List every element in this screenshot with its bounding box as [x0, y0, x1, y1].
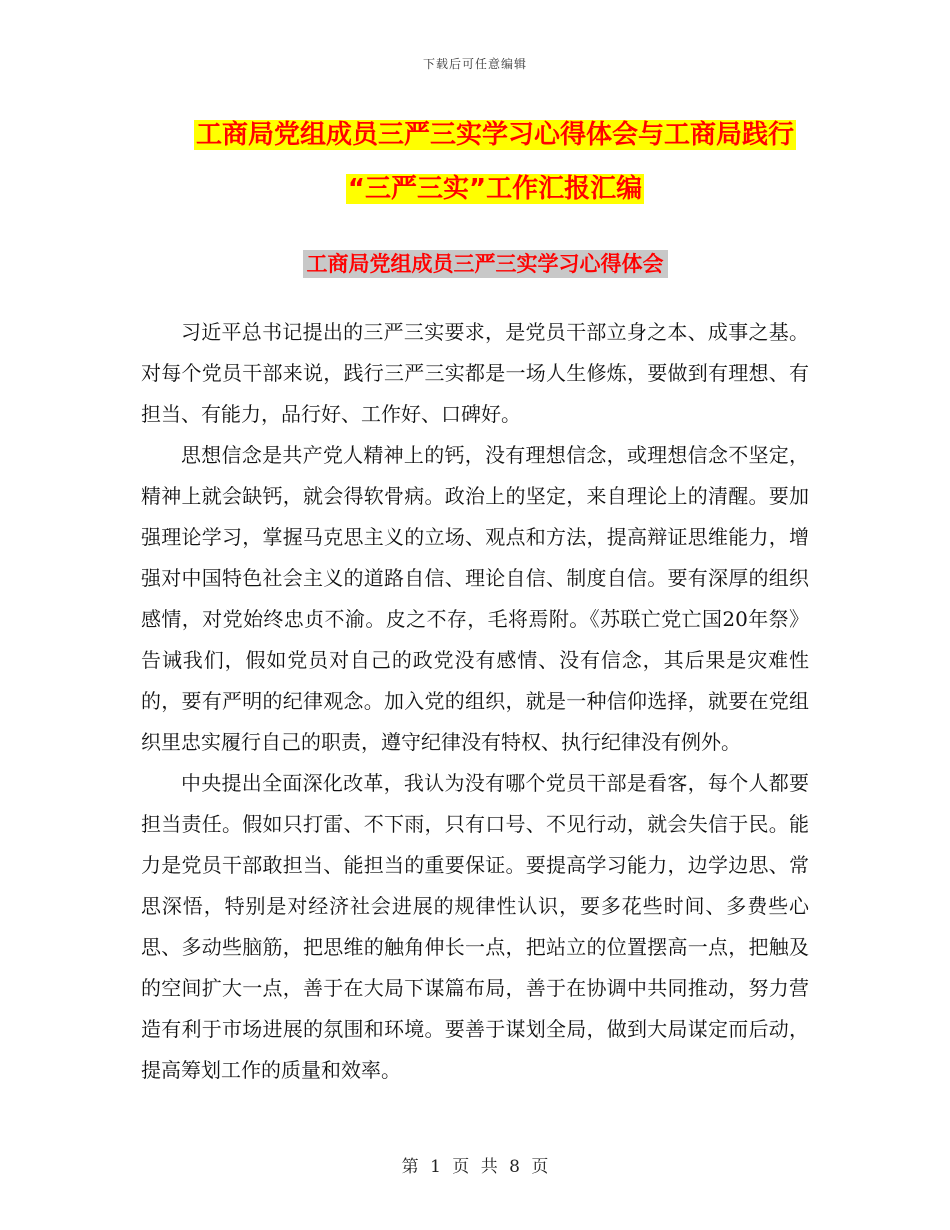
page-header-note: 下载后可任意编辑: [422, 57, 527, 71]
section-heading: [140, 244, 830, 284]
paragraph: 中央提出全面深化改革，我认为没有哪个党员干部是看客，每个人都要担当责任。假如只打雷、不下雨，只有口号、不见行动，就会失信于民。能力是党员干部敢担当、能担当的重要保证。要提高学习能力，边学边思、常思深悟，特别是对经济社会进展的规律性认识，要多花些时间、多费些心思、多动些脑筋，把思维的触角伸长一点，把站立的位置摆高一点，把触及的空间扩大一点，善于在大局下谋篇布局，善于在协调中共同推动，努力营造有利于市场进展的氛围和环境。要善于谋划全局，做到大局谋定而后动，提高筹划工作的质量和效率。: [141, 771, 809, 1082]
document-title-line-2: [150, 162, 840, 216]
section-heading-text: 工商局党组成员三严三实学习心得体会: [303, 250, 668, 278]
document-title: [150, 108, 840, 216]
page-number-footer: 第 1 页 共 8 页: [401, 1157, 549, 1177]
title-line-1-text: 工商局党组成员三严三实学习心得体会与工商局践行: [195, 120, 794, 150]
paragraph: 思想信念是共产党人精神上的钙，没有理想信念，或理想信念不坚定，精神上就会缺钙，就会得软骨病。政治上的坚定，来自理论上的清醒。要加强理论学习，掌握马克思主义的立场、观点和方法，提高辩证思维能力，增强对中国特色社会主义的道路自信、理论自信、制度自信。要有深厚的组织感情，对党始终忠贞不渝。皮之不存，毛将焉附。《苏联亡党亡国20年祭》告诫我们，假如党员对自己的政党没有感情、没有信念，其后果是灾难性的，要有严明的纪律观念。加入党的组织，就是一种信仰选择，就要在党组织里忠实履行自己的职责，遵守纪律没有特权、执行纪律没有例外。: [141, 443, 809, 754]
document-title-line-1: [150, 108, 840, 162]
title-line-2-text: “三严三实”工作汇报汇编: [347, 174, 643, 204]
paragraph: 习近平总书记提出的三严三实要求，是党员干部立身之本、成事之基。对每个党员干部来说，践行三严三实都是一场人生修炼，要做到有理想、有担当、有能力，品行好、工作好、口碑好。: [141, 320, 809, 426]
body-text: [141, 312, 809, 1091]
